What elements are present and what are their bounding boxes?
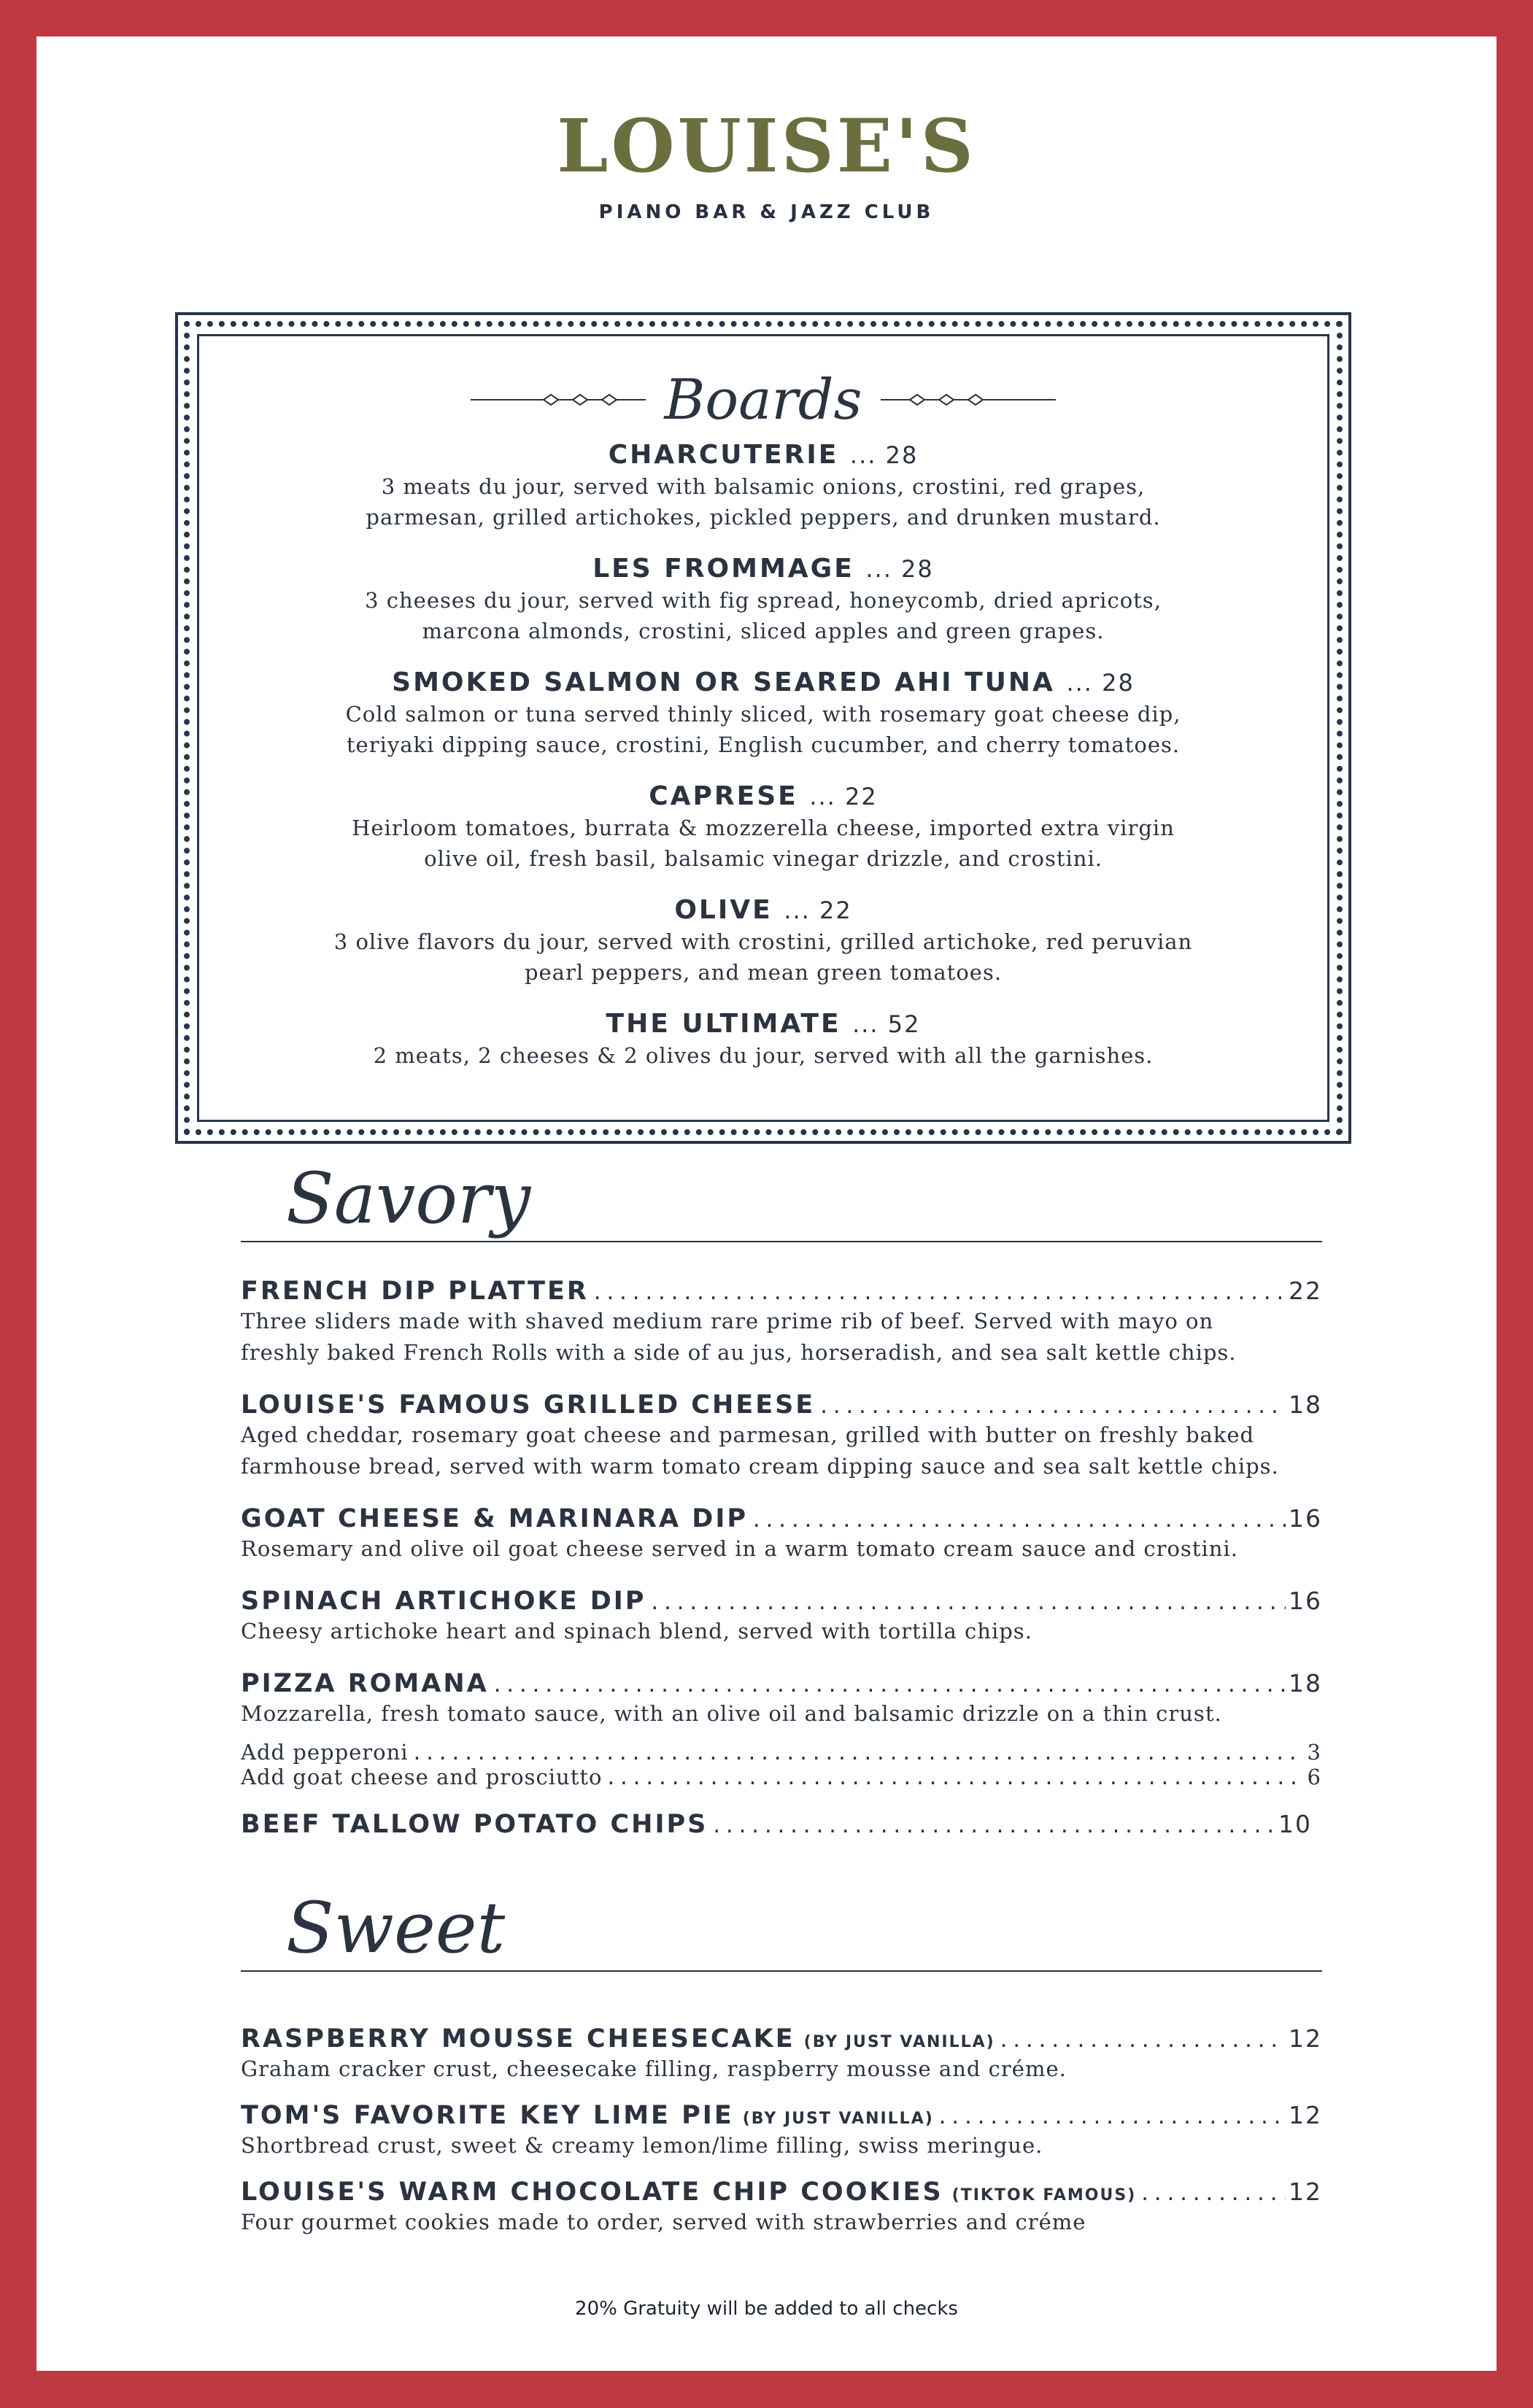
item-desc: Three sliders made with shaved medium rare prime rib of beef. Served with mayo on xyxy=(241,1309,1214,1333)
board-item-desc: Heirloom tomatoes, burrata & mozzerella cheese, imported extra virgin xyxy=(352,816,1175,840)
board-item-frommage xyxy=(178,553,1348,646)
board-item-price: ... 52 xyxy=(852,1010,921,1038)
gratuity-note: 20% Gratuity will be added to all checks xyxy=(575,2298,958,2320)
leader-dots xyxy=(937,2107,1286,2129)
board-item-olive xyxy=(178,894,1348,988)
board-item-desc: 3 meats du jour, served with balsamic onions, crostini, red grapes, xyxy=(381,474,1146,499)
leader-dots xyxy=(592,1282,1286,1304)
brand-subtitle: PIANO BAR & JAZZ CLUB xyxy=(598,201,935,223)
board-item-name: SMOKED SALMON OR SEARED AHI TUNA xyxy=(392,667,1055,697)
left-ornament-icon xyxy=(471,389,646,411)
leader-dots xyxy=(649,1592,1286,1614)
item-name: SPINACH ARTICHOKE DIP xyxy=(241,1587,646,1616)
item-name: GOAT CHEESE & MARINARA DIP xyxy=(241,1504,748,1533)
pizza-addons xyxy=(241,1740,1322,1789)
item-name: FRENCH DIP PLATTER xyxy=(241,1277,589,1306)
board-item-desc: Cold salmon or tuna served thinly sliced, with rosemary goat cheese dip, xyxy=(345,702,1181,727)
savory-list xyxy=(241,1277,1322,1861)
board-item-charcuterie xyxy=(178,439,1348,533)
item-name: RASPBERRY MOUSSE CHEESECAKE xyxy=(241,2024,795,2053)
board-item-name: LES FROMMAGE xyxy=(592,554,854,584)
leader-dots xyxy=(492,1675,1286,1697)
item-price: 22 xyxy=(1289,1277,1322,1305)
board-item-name: OLIVE xyxy=(674,895,773,925)
leader-dots xyxy=(818,1396,1286,1418)
item-price: 12 xyxy=(1289,2024,1322,2053)
addon-name: Add pepperoni xyxy=(241,1740,409,1765)
leader-dots xyxy=(1139,2183,1286,2205)
board-item-price: ... 22 xyxy=(809,783,878,810)
sweet-list xyxy=(241,2024,1322,2260)
boards-title: Boards xyxy=(664,367,862,432)
item-price: 16 xyxy=(1289,1504,1322,1533)
menu-item-spinach-dip xyxy=(241,1587,1322,1647)
menu-item-french-dip xyxy=(241,1277,1322,1368)
sweet-header xyxy=(241,1887,1322,1972)
board-item-desc: marcona almonds, crostini, sliced apples and green grapes. xyxy=(422,619,1105,643)
item-desc: freshly baked French Rolls with a side of au jus, horseradish, and sea salt kettle chips. xyxy=(241,1340,1237,1365)
item-price: 18 xyxy=(1289,1390,1322,1419)
item-tag: (BY JUST VANILLA) xyxy=(742,2110,934,2128)
board-item-desc: pearl peppers, and mean green tomatoes. xyxy=(524,960,1003,985)
item-name: PIZZA ROMANA xyxy=(241,1669,489,1698)
menu-item-cookies xyxy=(241,2177,1322,2238)
addon-row xyxy=(241,1740,1322,1765)
item-name: BEEF TALLOW POTATO CHIPS xyxy=(241,1810,708,1839)
item-desc: farmhouse bread, served with warm tomato cream dipping sauce and sea salt kettle chips. xyxy=(241,1454,1279,1479)
item-desc: Aged cheddar, rosemary goat cheese and parmesan, grilled with butter on freshly baked xyxy=(241,1422,1255,1447)
menu-item-cheesecake xyxy=(241,2024,1322,2085)
item-price: 18 xyxy=(1289,1669,1322,1697)
addon-name: Add goat cheese and prosciutto xyxy=(241,1765,603,1789)
board-item-name: THE ULTIMATE xyxy=(606,1009,841,1039)
menu-page xyxy=(36,36,1497,2371)
brand-logo: LOUISE'S xyxy=(557,103,976,189)
item-name: LOUISE'S WARM CHOCOLATE CHIP COOKIES xyxy=(241,2177,943,2207)
menu-item-pizza-romana xyxy=(241,1669,1322,1730)
board-item-price: ... 28 xyxy=(849,441,919,469)
leader-dots xyxy=(998,2030,1286,2052)
board-item-price: ... 28 xyxy=(1066,669,1135,697)
board-item-name: CHARCUTERIE xyxy=(608,440,839,470)
item-desc: Mozzarella, fresh tomato sauce, with an olive oil and balsamic drizzle on a thin crust. xyxy=(241,1701,1222,1726)
item-desc: Cheesy artichoke heart and spinach blend, served with tortilla chips. xyxy=(241,1619,1032,1644)
item-desc: Rosemary and olive oil goat cheese served in a warm tomato cream sauce and crostini. xyxy=(241,1536,1238,1561)
item-tag: (TIKTOK FAMOUS) xyxy=(951,2186,1137,2204)
board-item-desc: 3 olive flavors du jour, served with crostini, grilled artichoke, red peruvian xyxy=(333,929,1193,954)
addon-price: 3 xyxy=(1307,1740,1322,1765)
sweet-title: Sweet xyxy=(286,1887,506,1969)
boards-list xyxy=(178,439,1348,1091)
board-item-desc: olive oil, fresh basil, balsamic vinegar drizzle, and crostini. xyxy=(424,846,1103,871)
item-desc: Shortbread crust, sweet & creamy lemon/lime filling, swiss meringue. xyxy=(241,2133,1043,2158)
item-price: 12 xyxy=(1289,2101,1322,2129)
leader-dots xyxy=(751,1510,1286,1532)
item-tag: (BY JUST VANILLA) xyxy=(803,2033,995,2051)
savory-title: Savory xyxy=(286,1158,531,1239)
board-item-desc: teriyaki dipping sauce, crostini, English cucumber, and cherry tomatoes. xyxy=(346,732,1181,757)
boards-title-row xyxy=(178,367,1348,432)
savory-header xyxy=(241,1158,1322,1242)
board-item-ultimate xyxy=(178,1008,1348,1071)
leader-dots xyxy=(605,1768,1304,1789)
board-item-name: CAPRESE xyxy=(649,781,798,811)
right-ornament-icon xyxy=(881,389,1056,411)
menu-item-potato-chips xyxy=(241,1810,1322,1839)
menu-item-goat-cheese-dip xyxy=(241,1504,1322,1565)
item-desc: Four gourmet cookies made to order, served with strawberries and créme xyxy=(241,2210,1086,2234)
item-price: 10 xyxy=(1278,1810,1312,1838)
menu-item-grilled-cheese xyxy=(241,1390,1322,1482)
leader-dots xyxy=(412,1743,1305,1765)
board-item-desc: 2 meats, 2 cheeses & 2 olives du jour, served with all the garnishes. xyxy=(373,1043,1154,1068)
board-item-price: ... 28 xyxy=(865,555,934,583)
item-name: TOM'S FAVORITE KEY LIME PIE xyxy=(241,2101,734,2130)
board-item-desc: parmesan, grilled artichokes, pickled peppers, and drunken mustard. xyxy=(366,505,1161,530)
item-price: 12 xyxy=(1289,2177,1322,2206)
item-price: 16 xyxy=(1289,1587,1322,1615)
addon-row xyxy=(241,1765,1322,1789)
addon-price: 6 xyxy=(1307,1765,1322,1789)
menu-item-key-lime-pie xyxy=(241,2101,1322,2161)
leader-dots xyxy=(711,1816,1275,1838)
brand-header xyxy=(36,103,1497,223)
board-item-price: ... 22 xyxy=(784,897,852,924)
item-desc: Graham cracker crust, cheesecake filling, raspberry mousse and créme. xyxy=(241,2056,1067,2081)
board-item-desc: 3 cheeses du jour, served with fig spread, honeycomb, dried apricots, xyxy=(365,588,1162,613)
item-name: LOUISE'S FAMOUS GRILLED CHEESE xyxy=(241,1390,816,1420)
board-item-salmon-tuna xyxy=(178,667,1348,760)
boards-frame xyxy=(175,312,1351,1144)
board-item-caprese xyxy=(178,781,1348,874)
